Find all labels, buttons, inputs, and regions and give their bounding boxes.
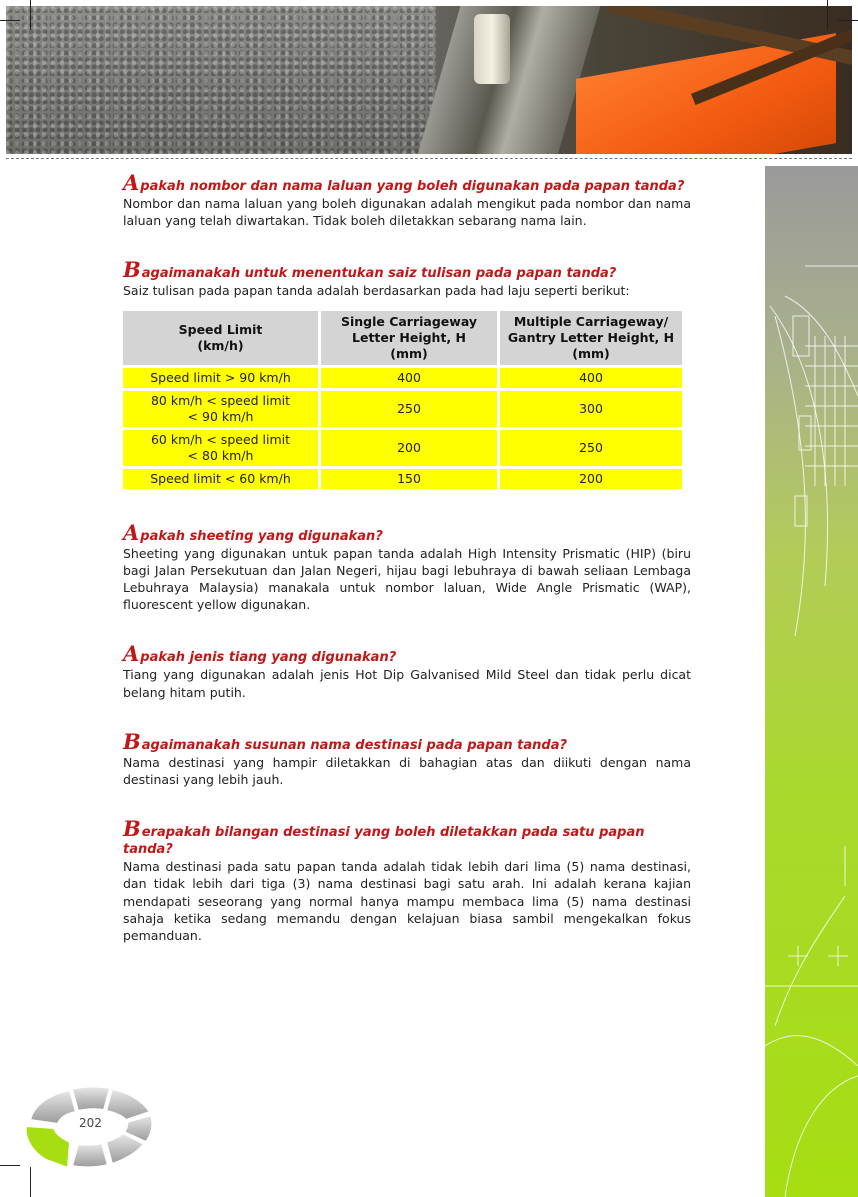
drop-cap: B [123,257,141,283]
green-segment [26,1126,70,1168]
question-heading [123,519,691,545]
question-heading [123,816,691,858]
answer-text: Nama destinasi yang hampir diletakkan di bahagian atas dan diikuti dengan nama destinasi yang lebih jauh. [123,754,691,788]
table-cell: 300 [500,391,682,427]
answer-text: Sheeting yang digunakan untuk papan tanda adalah High Intensity Prismatic (HIP) (biru bagi Jalan Persekutuan dan Jalan Negeri, hijau bagi lebuhraya di bawah seliaan Lembaga Lebuhraya Malaysia) manakala untuk nombor laluan, Wide Angle Prismatic (WAP), fluorescent yellow digunakan. [123,545,691,613]
table-cell: 60 km/h < speed limit < 80 km/h [123,430,318,466]
crop-mark [0,1165,20,1166]
faq-item [123,257,691,491]
question-text: pakah nombor dan nama laluan yang boleh digunakan pada papan tanda? [140,179,685,194]
crop-mark [838,20,858,21]
table-cell: 250 [500,430,682,466]
table-cell: 200 [500,469,682,489]
question-heading [123,170,691,195]
tech-drawing-decoration [765,166,858,1197]
question-heading [123,641,691,667]
answer-text: Nama destinasi pada satu papan tanda adalah tidak lebih dari lima (5) nama destinasi, dan tidak lebih dari tiga (3) nama destinasi bagi satu arah. Ini adalah kerana kajian mendapati seseorang yang normal hanya mampu membaca lima (5) nama destinasi sahaja ketika sedang memandu dengan kelajuan biasa sambil mengekalkan fokus pemanduan. [123,859,691,944]
header-text: Multiple Carriageway/ Gantry Letter Height, H (mm) [507,313,675,361]
question-text: pakah sheeting yang digunakan? [140,528,383,544]
bolt [474,14,510,84]
table-row [123,469,682,489]
asphalt-texture [6,6,436,154]
faq-item [123,519,691,614]
table-row [123,368,682,388]
crop-mark [30,0,31,30]
question-text: agaimanakah untuk menentukan saiz tulisan pada papan tanda? [141,266,617,282]
question-text: agaimanakah susunan nama destinasi pada papan tanda? [141,737,568,753]
table-header-cell [321,311,497,365]
drop-cap: A [123,519,140,545]
question-text: pakah jenis tiang yang digunakan? [140,650,397,666]
faq-item [123,816,691,944]
question-text: erapakah bilangan destinasi yang boleh diletakkan pada satu papan tanda? [123,825,645,858]
table-header-cell [500,311,682,365]
table-row [123,430,682,466]
question-heading [123,257,691,283]
table-cell: 250 [321,391,497,427]
faq-item [123,728,691,788]
answer-text: Nombor dan nama laluan yang boleh digunakan adalah mengikut pada nombor dan nama laluan yang telah diwartakan. Tidak boleh diletakkan sebarang nama lain. [123,196,691,229]
table-row [123,391,682,427]
crop-mark [0,20,20,21]
table-cell: 80 km/h < speed limit < 90 km/h [123,391,318,427]
faq-item [123,641,691,700]
answer-text: Tiang yang digunakan adalah jenis Hot Dip Galvanised Mild Steel dan tidak perlu dicat belang hitam putih. [123,667,691,700]
table-header-row [123,311,682,365]
answer-text: Saiz tulisan pada papan tanda adalah berdasarkan pada had laju seperti berikut: [123,283,630,299]
table-header-cell [123,311,318,365]
drop-cap: A [123,641,140,667]
table-cell: 200 [321,430,497,466]
page-number: 202 [79,1116,102,1130]
table-cell: Speed limit > 90 km/h [123,368,318,388]
main-content [123,170,691,970]
decorative-side-band [765,166,858,1197]
faq-item [123,170,691,229]
table-cell: Speed limit < 60 km/h [123,469,318,489]
drop-cap: A [123,170,140,195]
header-text: Single Carriageway Letter Height, H (mm) [340,313,478,361]
header-text: Speed Limit (km/h) [178,321,263,353]
table-cell: 150 [321,469,497,489]
question-heading [123,728,691,754]
crop-mark [827,0,828,30]
table-cell: 400 [500,368,682,388]
drop-cap: B [123,816,141,842]
header-divider [6,158,852,159]
speed-limit-table [120,308,685,492]
table-cell: 400 [321,368,497,388]
header-photo [6,6,852,154]
drop-cap: B [123,728,141,754]
